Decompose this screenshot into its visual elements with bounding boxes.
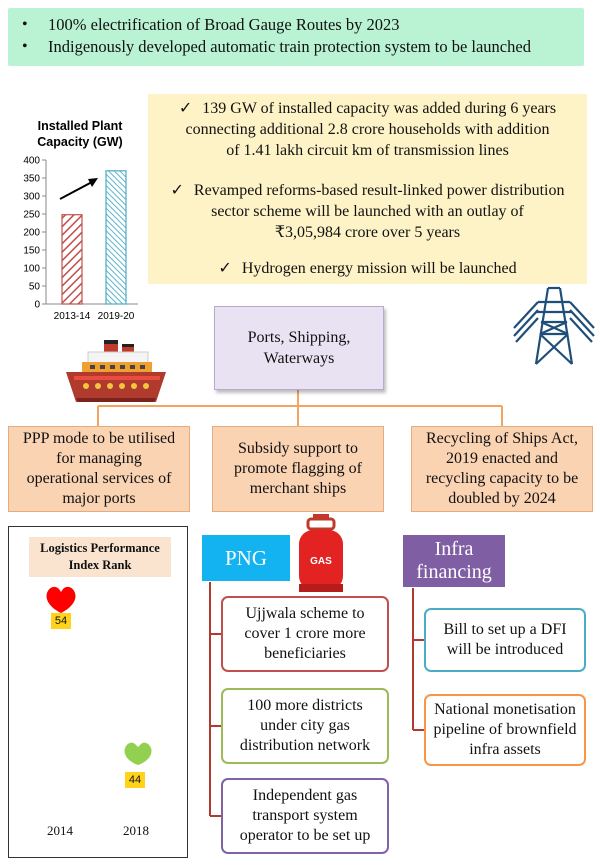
- ports-item-subsidy: Subsidy support to promote flagging of merchant ships: [212, 426, 384, 512]
- y-tick-label: 150: [23, 245, 40, 257]
- gas-cylinder-icon: [296, 514, 346, 594]
- y-tick-label: 0: [34, 299, 40, 311]
- png-item-city-gas: 100 more districts under city gas distribution network: [221, 688, 389, 764]
- png-item-ujjwala: Ujjwala scheme to cover 1 crore more beneficiaries: [221, 596, 389, 672]
- logistics-index-title: Logistics Performance Index Rank: [29, 537, 171, 577]
- year-label-2018: 2018: [123, 823, 149, 838]
- y-tick-label: 400: [23, 155, 40, 167]
- ports-item-recycling: Recycling of Ships Act, 2019 enacted and recycling capacity to be doubled by 2024: [411, 426, 593, 512]
- x-category-label: 2013-14: [53, 311, 91, 322]
- infra-item-monetisation: National monetisation pipeline of brownfield infra assets: [424, 694, 586, 766]
- rank-marker-2014-icon: [45, 585, 77, 615]
- y-tick-label: 200: [23, 227, 40, 239]
- logistics-index-panel: [8, 526, 188, 858]
- banner-item: • 100% electrification of Broad Gauge Routes by 2023: [22, 14, 584, 36]
- chart-title-line-2: Capacity (GW): [37, 135, 123, 149]
- gas-label: GAS: [310, 556, 332, 567]
- highlight-item-capacity: ✓ 139 GW of installed capacity was added during 6 years connecting additional 2.8 crore households with addition of 1.41 lakh circuit km of transmission lines: [178, 100, 557, 159]
- rank-marker-2018-icon: [123, 741, 153, 767]
- rank-badge-2018: 44: [125, 772, 145, 788]
- ports-shipping-waterways-box: Ports, Shipping, Waterways: [214, 306, 384, 390]
- check-icon: ✓: [218, 260, 232, 277]
- chart-title-line-1: Installed Plant: [37, 119, 123, 133]
- infra-financing-heading: Infra financing: [403, 535, 505, 587]
- png-item-gas-transport: Independent gas transport system operator to be set up: [221, 778, 389, 854]
- ports-item-ppp: PPP mode to be utilised for managing operational services of major ports: [8, 426, 190, 512]
- banner-item: • Indigenously developed automatic train protection system to be launched: [22, 36, 584, 58]
- infra-item-dfi: Bill to set up a DFI will be introduced: [424, 608, 586, 672]
- y-tick-label: 350: [23, 173, 40, 185]
- y-tick-label: 50: [28, 281, 40, 293]
- png-heading: PNG: [202, 535, 290, 581]
- highlight-item-distribution: ✓ Revamped reforms-based result-linked power distribution sector scheme will be launched with an outlay of ₹3,05,984 crore over 5 years: [170, 182, 565, 241]
- x-category-label: 2019-20: [97, 311, 135, 322]
- y-tick-label: 300: [23, 191, 40, 203]
- y-tick-label: 100: [23, 263, 40, 275]
- check-icon: ✓: [170, 182, 184, 199]
- check-icon: ✓: [178, 100, 193, 117]
- year-label-2014: 2014: [47, 823, 73, 838]
- highlight-item-hydrogen: ✓ Hydrogen energy mission will be launched: [218, 260, 517, 277]
- rank-badge-2014: 54: [51, 613, 71, 629]
- y-tick-label: 250: [23, 209, 40, 221]
